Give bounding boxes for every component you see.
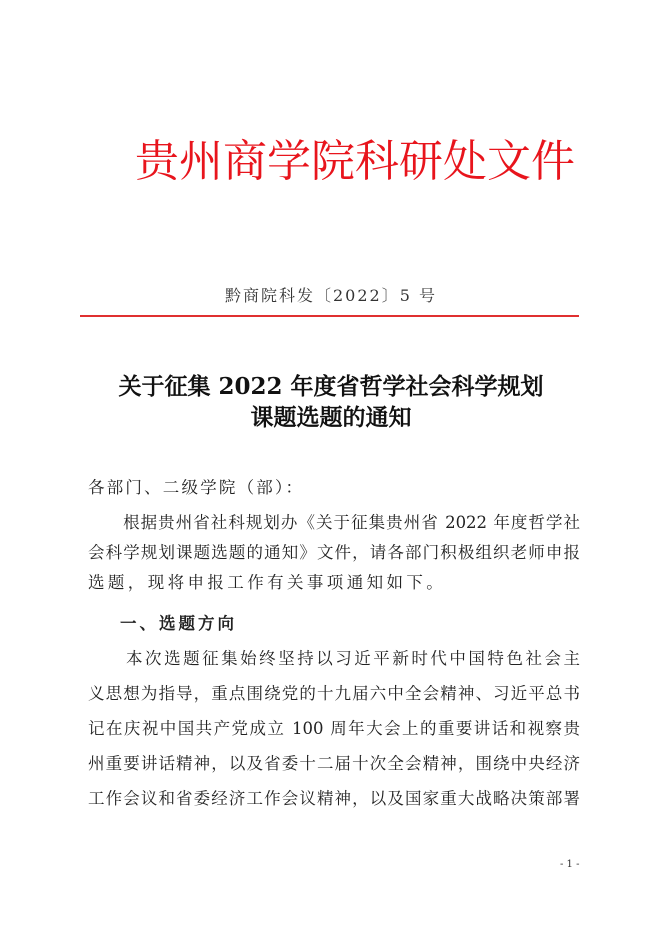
paragraph-line: 记在庆祝中国共产党成立 100 周年大会上的重要讲话和视察贵 [88, 719, 580, 738]
paragraph-line: 选题，现将申报工作有关事项通知如下。 [88, 573, 447, 592]
red-divider [80, 315, 579, 317]
paragraph-line: 州重要讲话精神，以及省委十二届十次全会精神，围绕中央经济 [88, 754, 580, 773]
page-number: - 1 - [560, 859, 580, 870]
document-number: 黔商院科发〔2022〕5 号 [225, 286, 437, 305]
paragraph-line: 义思想为指导，重点围绕党的十九届六中全会精神、习近平总书 [88, 684, 580, 703]
paragraph-line: 工作会议和省委经济工作会议精神，以及国家重大战略决策部署 [88, 789, 580, 808]
notice-title-line1: 关于征集 2022 年度省哲学社会科学规划 [118, 373, 544, 400]
section-heading: 一、选题方向 [120, 614, 237, 633]
paragraph-line: 会科学规划课题选题的通知》文件，请各部门积极组织老师申报 [88, 543, 580, 562]
notice-title-line2: 课题选题的通知 [250, 404, 412, 431]
paragraph-line: 根据贵州省社科规划办《关于征集贵州省 2022 年度哲学社 [88, 513, 580, 532]
salutation: 各部门、二级学院（部）： [88, 478, 305, 497]
document-header-title: 贵州商学院科研处文件 [135, 136, 575, 187]
paragraph-line: 本次选题征集始终坚持以习近平新时代中国特色社会主 [88, 649, 580, 668]
